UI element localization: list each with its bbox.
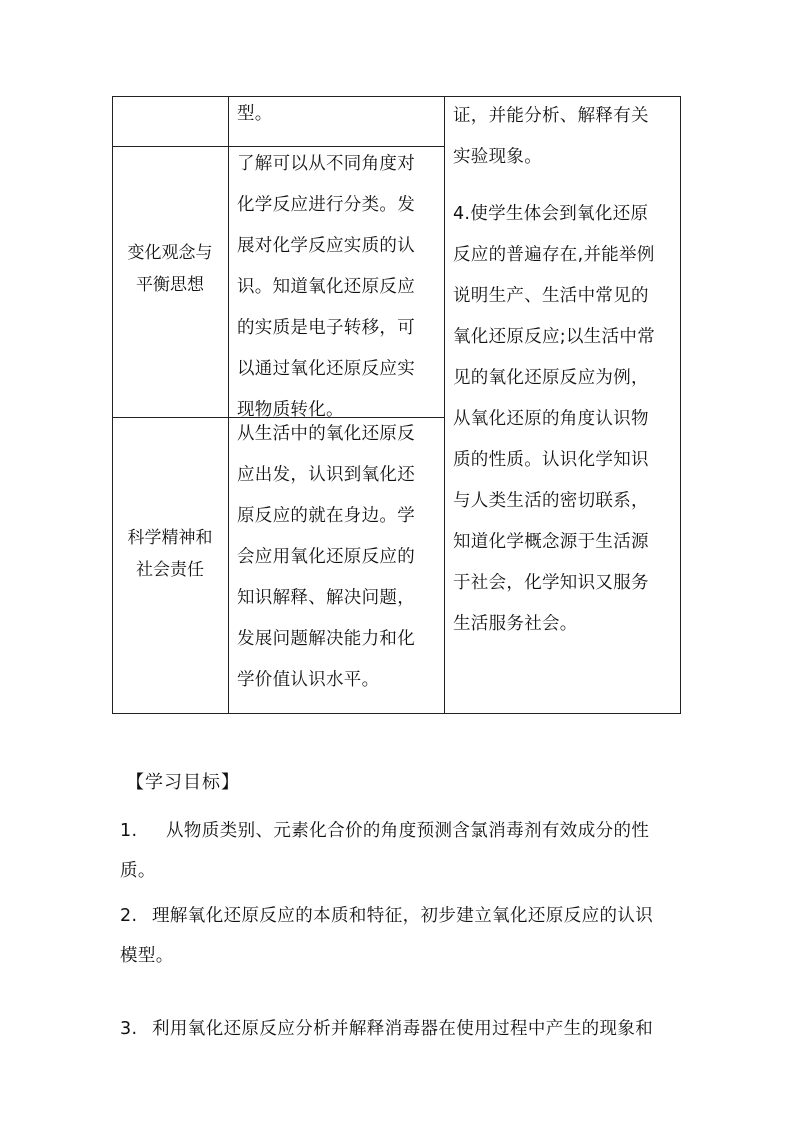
goals-line: 4.使学生体会到氧化还原: [453, 204, 649, 224]
row0-content-cell: [237, 94, 437, 135]
row1-content-line: 识。知道氧化还原反应: [237, 277, 415, 297]
objective-item-3-line1: [120, 1009, 685, 1049]
goals-line: 与人类生活的密切联系，: [453, 491, 649, 511]
goals-line: 从氧化还原的角度认识物: [453, 409, 649, 429]
row1-content-line: 展对化学反应实质的认: [237, 236, 415, 256]
row2-content-line: 会应用氧化还原反应的: [237, 547, 415, 567]
table-border-bottom: [112, 713, 681, 714]
objective-item-2-line2: 模型。: [120, 946, 174, 966]
objective-item-2-text: 理解氧化还原反应的本质和特征，初步建立氧化还原反应的认识: [152, 906, 654, 926]
objective-item-1: [120, 811, 685, 891]
row1-content-cell: [237, 144, 437, 431]
row2-content-line: 学价值认识水平。: [237, 670, 380, 690]
objective-item-2: [120, 896, 685, 976]
table-divider-col1: [228, 96, 229, 714]
goals-line: 于社会，化学知识又服务: [453, 573, 649, 593]
objective-item-2-line1: [120, 896, 685, 936]
goals-line: 实验现象。: [453, 147, 542, 167]
goals-cell-part-a: [453, 96, 677, 178]
row2-category-line2: 社会责任: [136, 560, 204, 580]
goals-line: 见的氧化还原反应为例，: [453, 368, 649, 388]
row2-content-line: 原反应的就在身边。学: [237, 506, 415, 526]
objective-item-2-number: 2.: [120, 906, 138, 926]
objective-item-1-line2: 质。: [120, 861, 156, 881]
row1-content-line: 化学反应进行分类。发: [237, 195, 415, 215]
table-divider-col2: [444, 96, 445, 714]
table-border-left: [112, 96, 113, 714]
row1-content-line: 了解可以从不同角度对: [237, 154, 415, 174]
row1-category-line1: 变化观念与: [127, 243, 213, 263]
goals-line: 知道化学概念源于生活源: [453, 532, 649, 552]
row2-category-cell: [112, 522, 228, 586]
goals-line: 反应的普遍存在,并能举例: [453, 245, 655, 265]
row2-content-line: 应出发，认识到氧化还: [237, 465, 415, 485]
goals-line: 证，并能分析、解释有关: [453, 106, 649, 126]
row1-content-line: 的实质是电子转移，可: [237, 318, 415, 338]
row1-category-line2: 平衡思想: [136, 275, 204, 295]
objective-item-3-number: 3.: [120, 1019, 138, 1039]
row1-category-cell: [112, 237, 228, 301]
row0-content-text: 型。: [237, 104, 273, 124]
row2-content-line: 知识解释、解决问题，: [237, 588, 415, 608]
row1-content-line: 以通过氧化还原反应实: [237, 359, 415, 379]
goals-line: 氧化还原反应;以生活中常: [453, 327, 655, 347]
goals-line: 质的性质。认识化学知识: [453, 450, 649, 470]
goals-cell-part-b: [453, 194, 677, 645]
objective-item-3-text: 利用氧化还原反应分析并解释消毒器在使用过程中产生的现象和: [152, 1019, 654, 1039]
objective-item-1-text: 从物质类别、元素化合价的角度预测含氯消毒剂有效成分的性: [166, 821, 650, 841]
learning-objectives-heading: 【学习目标】: [126, 772, 240, 793]
row1-content-line: 现物质转化。: [237, 400, 344, 420]
row2-content-cell: [237, 414, 437, 701]
objective-item-3: [120, 1009, 685, 1049]
row2-content-line: 发展问题解决能力和化: [237, 629, 415, 649]
table-border-right: [680, 96, 681, 714]
row2-category-line1: 科学精神和: [127, 528, 213, 548]
objective-item-1-number: 1.: [120, 821, 138, 841]
goals-line: 说明生产、生活中常见的: [453, 286, 649, 306]
goals-line: 生活服务社会。: [453, 614, 578, 634]
objective-item-1-line1: [120, 811, 685, 851]
row2-content-line: 从生活中的氧化还原反: [237, 424, 415, 444]
